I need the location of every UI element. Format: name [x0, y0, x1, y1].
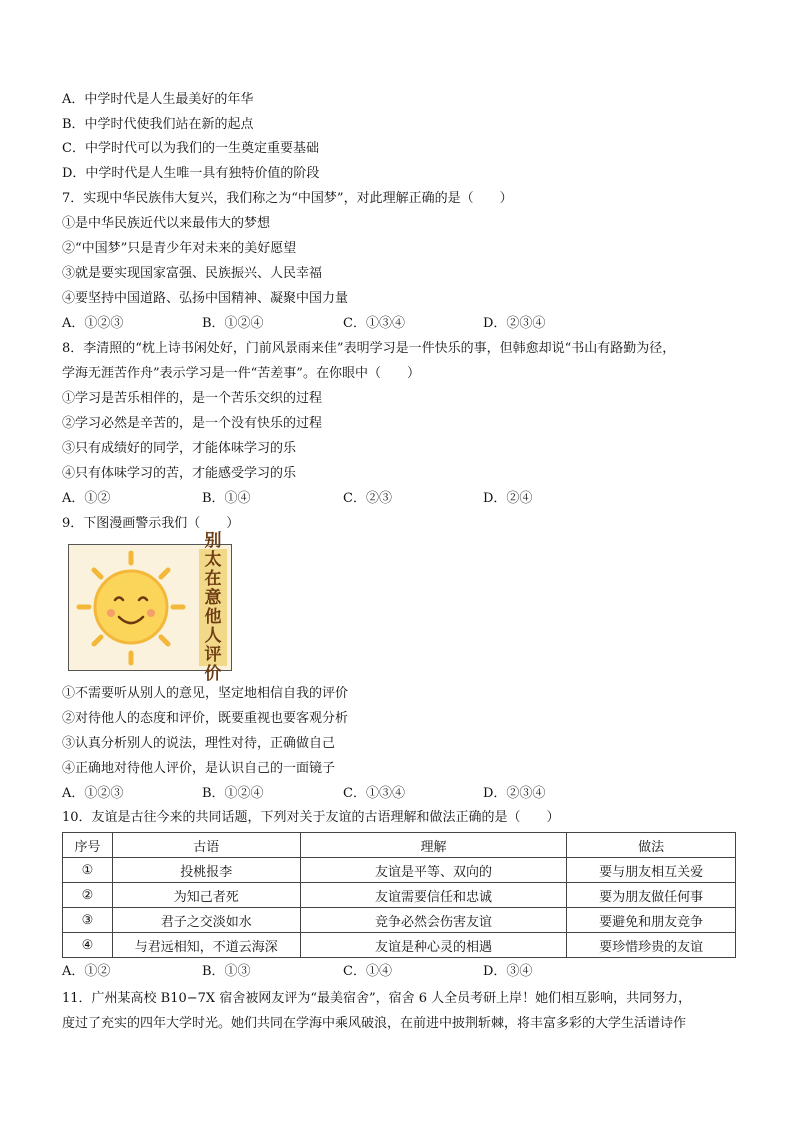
choice-c: C．②③	[343, 491, 392, 506]
choice-b: B．①③	[202, 964, 251, 979]
table-cell: ②	[63, 883, 113, 908]
choice-a: A．①②③	[62, 316, 124, 331]
table-row	[63, 883, 736, 908]
table-row	[63, 933, 736, 958]
cartoon-image	[68, 530, 232, 684]
q7-stem: 7．实现中华民族伟大复兴，我们称之为“中国梦”，对此理解正确的是（ ）	[62, 191, 513, 206]
q9-item-2: ②对待他人的态度和评价，既要重视也要客观分析	[62, 711, 349, 726]
q6-option-a: A．中学时代是人生最美好的年华	[62, 92, 254, 107]
table-cell: 君子之交淡如水	[112, 908, 300, 933]
q9-item-3: ③认真分析别人的说法，理性对待，正确做自己	[62, 736, 336, 751]
header-index: 序号	[63, 833, 113, 858]
choice-d: D．③④	[483, 964, 533, 979]
cartoon-caption	[199, 530, 227, 684]
table-cell: 友谊是平等、双向的	[300, 858, 567, 883]
table-cell: 投桃报李	[112, 858, 300, 883]
table-row	[63, 858, 736, 883]
header-saying: 古语	[112, 833, 300, 858]
q9-stem: 9．下图漫画警示我们（ ）	[62, 516, 240, 531]
caption-char: 人	[204, 625, 222, 646]
choice-c: C．①③④	[343, 786, 405, 801]
q7-item-2: ②“中国梦”只是青少年对未来的美好愿望	[62, 241, 297, 256]
header-understanding: 理解	[300, 833, 567, 858]
q8-stem-line-1: 8．李清照的“枕上诗书闲处好，门前风景雨来佳”表明学习是一件快乐的事，但韩愈却说“书山有路勤为径，	[62, 341, 676, 356]
choice-b: B．①④	[202, 491, 251, 506]
q11-line-2: 度过了充实的四年大学时光。她们共同在学海中乘风破浪，在前进中披荆斩棘，将丰富多彩的大学生活谱诗作	[62, 1016, 687, 1031]
q8-item-3: ③只有成绩好的同学，才能体味学习的乐	[62, 441, 297, 456]
choice-a: A．①②③	[62, 786, 124, 801]
table-cell: 要避免和朋友竞争	[567, 908, 736, 933]
table-cell: ③	[63, 908, 113, 933]
choice-a: A．①②	[62, 964, 111, 979]
caption-char: 评	[204, 644, 222, 665]
table-cell: ①	[63, 858, 113, 883]
table-cell: 友谊需要信任和忠诚	[300, 883, 567, 908]
q9-item-1: ①不需要听从别人的意见，坚定地相信自我的评价	[62, 686, 349, 701]
table-cell: 要珍惜珍贵的友谊	[567, 933, 736, 958]
q11-line-1: 11．广州某高校 B10−7X 宿舍被网友评为“最美宿舍”，宿舍 6 人全员考研上岸！她们相互影响，共同努力，	[62, 991, 692, 1006]
table-cell: ④	[63, 933, 113, 958]
table-header-row	[63, 833, 736, 858]
table-cell: 友谊是种心灵的相遇	[300, 933, 567, 958]
table-cell: 为知己者死	[112, 883, 300, 908]
choice-c: C．①③④	[343, 316, 405, 331]
choice-b: B．①②④	[202, 316, 264, 331]
friendship-table	[62, 832, 736, 958]
table-cell: 与君远相知，不道云海深	[112, 933, 300, 958]
q8-stem-line-2: 学海无涯苦作舟”表示学习是一件“苦差事”。在你眼中（ ）	[62, 366, 420, 381]
q9-item-4: ④正确地对待他人评价，是认识自己的一面镜子	[62, 761, 336, 776]
caption-char: 他	[204, 606, 222, 627]
q10-stem: 10．友谊是古往今来的共同话题，下列对关于友谊的古语理解和做法正确的是（ ）	[62, 810, 560, 825]
caption-char: 在	[204, 568, 222, 589]
choice-b: B．①②④	[202, 786, 264, 801]
q6-option-d: D．中学时代是人生唯一具有独特价值的阶段	[62, 166, 320, 181]
choice-c: C．①④	[343, 964, 392, 979]
choice-d: D．②③④	[483, 316, 546, 331]
table-row	[63, 908, 736, 933]
table-cell: 竞争必然会伤害友谊	[300, 908, 567, 933]
caption-char: 意	[204, 587, 222, 608]
q6-option-c: C．中学时代可以为我们的一生奠定重要基础	[62, 141, 319, 156]
header-practice: 做法	[567, 833, 736, 858]
table-cell: 要与朋友相互关爱	[567, 858, 736, 883]
q7-item-3: ③就是要实现国家富强、民族振兴、人民幸福	[62, 266, 323, 281]
q7-item-4: ④要坚持中国道路、弘扬中国精神、凝聚中国力量	[62, 291, 349, 306]
caption-char: 别	[204, 530, 222, 551]
q8-item-2: ②学习必然是辛苦的，是一个没有快乐的过程	[62, 416, 323, 431]
q8-item-1: ①学习是苦乐相伴的，是一个苦乐交织的过程	[62, 391, 323, 406]
q6-option-b: B．中学时代使我们站在新的起点	[62, 117, 254, 132]
table-cell: 要为朋友做任何事	[567, 883, 736, 908]
q7-item-1: ①是中华民族近代以来最伟大的梦想	[62, 216, 271, 231]
choice-a: A．①②	[62, 491, 111, 506]
q8-item-4: ④只有体味学习的苦，才能感受学习的乐	[62, 466, 297, 481]
choice-d: D．②③④	[483, 786, 546, 801]
caption-char: 太	[204, 549, 222, 570]
caption-char: 价	[204, 663, 222, 684]
choice-d: D．②④	[483, 491, 533, 506]
